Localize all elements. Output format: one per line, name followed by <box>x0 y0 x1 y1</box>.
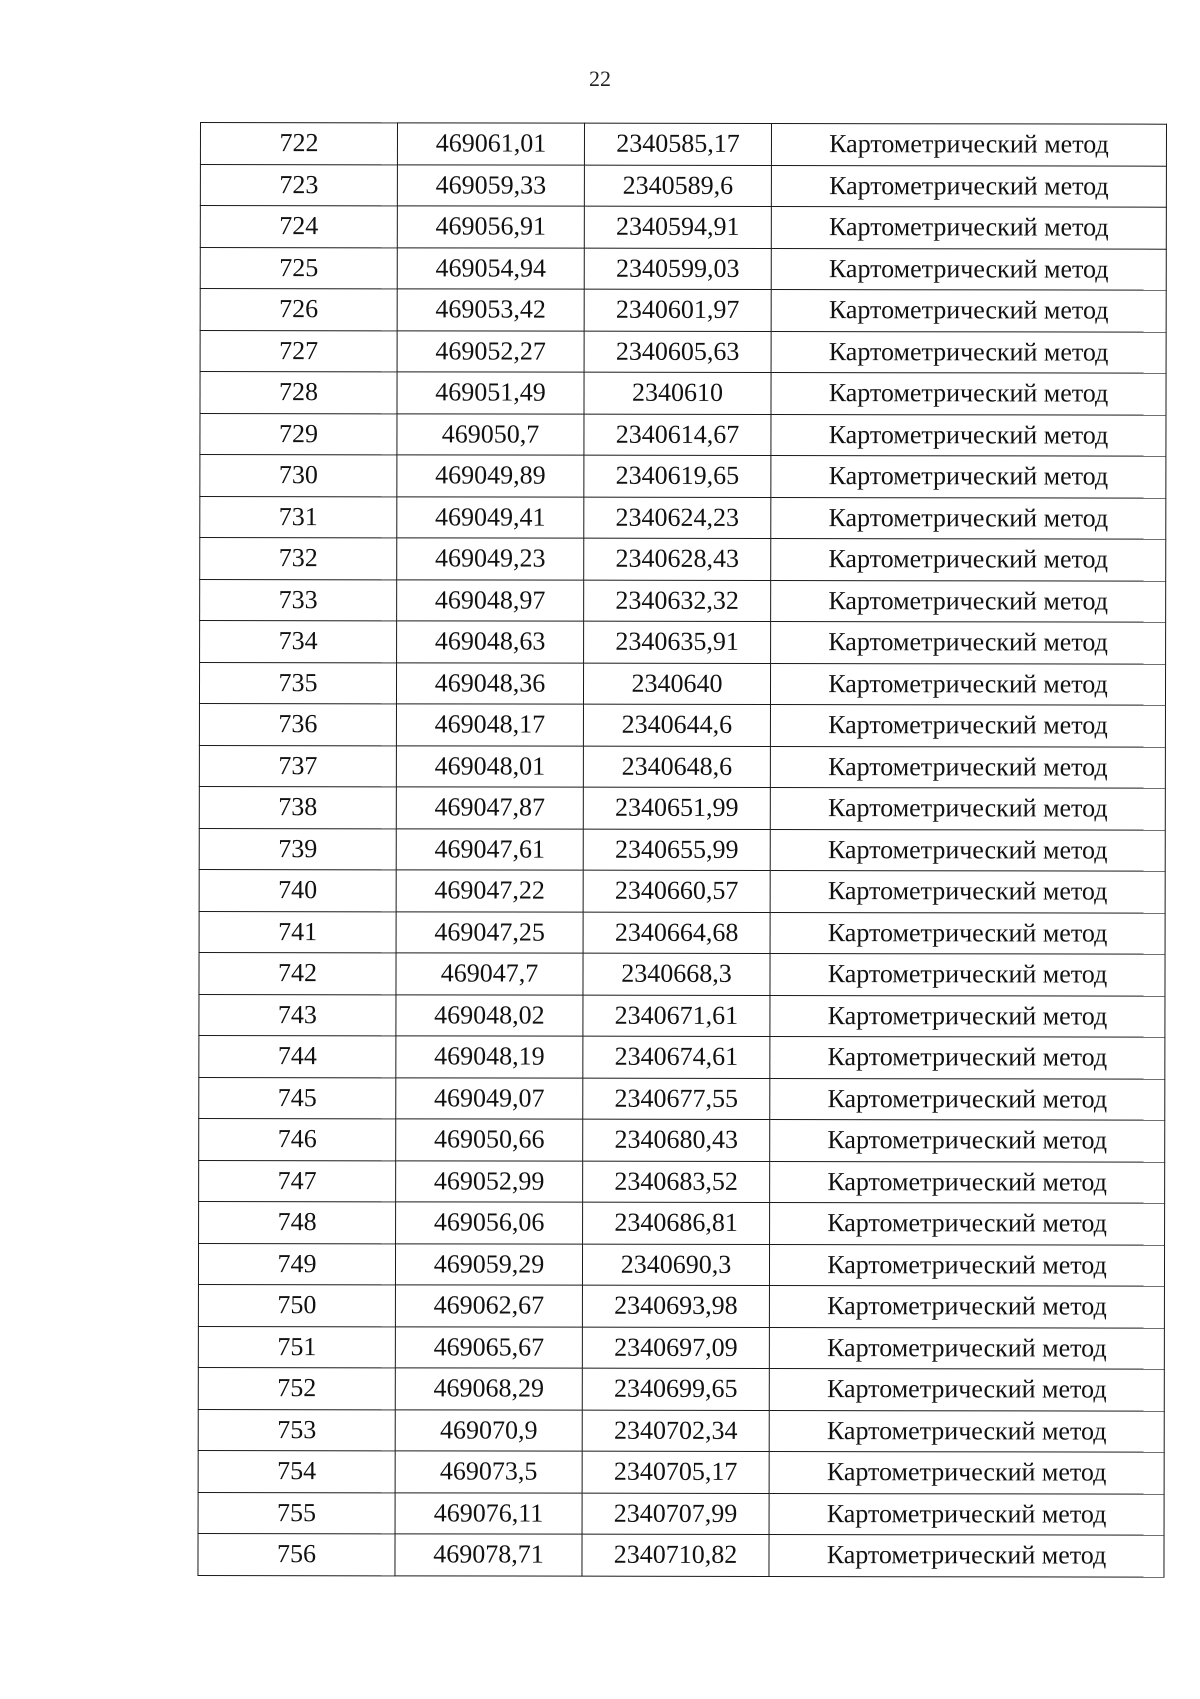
method-cell: Картометрический метод <box>771 165 1166 207</box>
method-cell: Картометрический метод <box>770 704 1165 746</box>
x-coordinate-cell: 469073,5 <box>395 1451 582 1493</box>
method-cell: Картометрический метод <box>770 912 1165 954</box>
point-number-cell: 733 <box>200 579 397 621</box>
y-coordinate-cell: 2340601,97 <box>584 289 771 331</box>
table-row <box>199 1077 1165 1120</box>
table-row <box>199 869 1165 912</box>
page-number: 22 <box>589 66 611 91</box>
x-coordinate-cell: 469048,01 <box>396 745 583 787</box>
table-row <box>199 1118 1165 1161</box>
method-cell: Картометрический метод <box>770 663 1165 705</box>
method-cell: Картометрический метод <box>769 1368 1164 1410</box>
table-row <box>199 911 1165 954</box>
x-coordinate-cell: 469050,7 <box>397 413 584 455</box>
point-number-cell: 729 <box>200 413 397 455</box>
y-coordinate-cell: 2340710,82 <box>582 1534 769 1576</box>
x-coordinate-cell: 469047,87 <box>396 787 583 829</box>
table-row <box>199 994 1165 1037</box>
x-coordinate-cell: 469047,22 <box>396 870 583 912</box>
method-cell: Картометрический метод <box>769 1534 1164 1576</box>
table-row <box>198 1367 1164 1410</box>
x-coordinate-cell: 469059,29 <box>395 1243 582 1285</box>
x-coordinate-cell: 469048,17 <box>396 704 583 746</box>
table-row <box>198 1284 1164 1327</box>
point-number-cell: 752 <box>198 1367 395 1409</box>
y-coordinate-cell: 2340677,55 <box>583 1078 770 1120</box>
y-coordinate-cell: 2340648,6 <box>583 746 770 788</box>
table-row <box>200 455 1166 498</box>
x-coordinate-cell: 469049,89 <box>397 455 584 497</box>
table-row <box>199 1160 1165 1203</box>
method-cell: Картометрический метод <box>771 621 1166 663</box>
table-row <box>200 579 1166 622</box>
y-coordinate-cell: 2340651,99 <box>583 787 770 829</box>
method-cell: Картометрический метод <box>770 953 1165 995</box>
y-coordinate-cell: 2340610 <box>584 372 771 414</box>
point-number-cell: 724 <box>200 206 397 248</box>
y-coordinate-cell: 2340635,91 <box>584 621 771 663</box>
table-row <box>198 1326 1164 1369</box>
point-number-cell: 739 <box>199 828 396 870</box>
method-cell: Картометрический метод <box>769 1285 1164 1327</box>
point-number-cell: 749 <box>198 1243 395 1285</box>
table-row <box>199 704 1165 747</box>
point-number-cell: 750 <box>198 1284 395 1326</box>
method-cell: Картометрический метод <box>770 746 1165 788</box>
x-coordinate-cell: 469056,06 <box>396 1202 583 1244</box>
method-cell: Картометрический метод <box>770 995 1165 1037</box>
method-cell: Картометрический метод <box>771 289 1166 331</box>
point-number-cell: 748 <box>199 1201 396 1243</box>
point-number-cell: 738 <box>199 786 396 828</box>
table-row <box>200 538 1166 581</box>
point-number-cell: 730 <box>200 455 397 497</box>
point-number-cell: 726 <box>200 289 397 331</box>
point-number-cell: 741 <box>199 911 396 953</box>
y-coordinate-cell: 2340705,17 <box>582 1451 769 1493</box>
point-number-cell: 745 <box>199 1077 396 1119</box>
method-cell: Картометрический метод <box>771 580 1166 622</box>
point-number-cell: 743 <box>199 994 396 1036</box>
x-coordinate-cell: 469076,11 <box>395 1492 582 1534</box>
y-coordinate-cell: 2340690,3 <box>582 1244 769 1286</box>
table-row <box>200 247 1166 290</box>
x-coordinate-cell: 469049,41 <box>397 496 584 538</box>
method-cell: Картометрический метод <box>771 206 1166 248</box>
point-number-cell: 747 <box>199 1160 396 1202</box>
point-number-cell: 742 <box>199 952 396 994</box>
y-coordinate-cell: 2340674,61 <box>583 1036 770 1078</box>
coordinates-table-body <box>198 123 1167 1577</box>
x-coordinate-cell: 469050,66 <box>396 1119 583 1161</box>
table-row <box>198 1450 1164 1493</box>
method-cell: Картометрический метод <box>770 1161 1165 1203</box>
method-cell: Картометрический метод <box>769 1451 1164 1493</box>
x-coordinate-cell: 469068,29 <box>395 1368 582 1410</box>
method-cell: Картометрический метод <box>771 331 1166 373</box>
point-number-cell: 727 <box>200 330 397 372</box>
method-cell: Картометрический метод <box>769 1244 1164 1286</box>
y-coordinate-cell: 2340624,23 <box>584 497 771 539</box>
point-number-cell: 751 <box>198 1326 395 1368</box>
method-cell: Картометрический метод <box>771 248 1166 290</box>
x-coordinate-cell: 469048,19 <box>396 1036 583 1078</box>
point-number-cell: 732 <box>200 538 397 580</box>
x-coordinate-cell: 469049,23 <box>397 538 584 580</box>
table-row <box>200 164 1166 207</box>
point-number-cell: 731 <box>200 496 397 538</box>
method-cell: Картометрический метод <box>770 829 1165 871</box>
y-coordinate-cell: 2340707,99 <box>582 1493 769 1535</box>
y-coordinate-cell: 2340697,09 <box>582 1327 769 1369</box>
method-cell: Картометрический метод <box>770 870 1165 912</box>
x-coordinate-cell: 469070,9 <box>395 1409 582 1451</box>
method-cell: Картометрический метод <box>769 1327 1164 1369</box>
y-coordinate-cell: 2340686,81 <box>583 1202 770 1244</box>
table-row <box>200 413 1166 456</box>
method-cell: Картометрический метод <box>771 372 1166 414</box>
y-coordinate-cell: 2340585,17 <box>584 123 771 165</box>
point-number-cell: 722 <box>200 123 397 165</box>
y-coordinate-cell: 2340664,68 <box>583 912 770 954</box>
table-row <box>198 1243 1164 1286</box>
point-number-cell: 737 <box>199 745 396 787</box>
y-coordinate-cell: 2340693,98 <box>582 1285 769 1327</box>
x-coordinate-cell: 469061,01 <box>397 123 584 165</box>
y-coordinate-cell: 2340683,52 <box>583 1161 770 1203</box>
y-coordinate-cell: 2340619,65 <box>584 455 771 497</box>
point-number-cell: 735 <box>199 662 396 704</box>
y-coordinate-cell: 2340671,61 <box>583 995 770 1037</box>
table-row <box>199 786 1165 829</box>
method-cell: Картометрический метод <box>771 497 1166 539</box>
y-coordinate-cell: 2340594,91 <box>584 206 771 248</box>
y-coordinate-cell: 2340599,03 <box>584 248 771 290</box>
table-row <box>200 496 1166 539</box>
x-coordinate-cell: 469048,02 <box>396 994 583 1036</box>
table-row <box>200 372 1166 415</box>
point-number-cell: 736 <box>199 704 396 746</box>
point-number-cell: 734 <box>200 621 397 663</box>
y-coordinate-cell: 2340605,63 <box>584 331 771 373</box>
table-row <box>199 662 1165 705</box>
x-coordinate-cell: 469052,27 <box>397 330 584 372</box>
table-row <box>199 745 1165 788</box>
y-coordinate-cell: 2340614,67 <box>584 414 771 456</box>
point-number-cell: 723 <box>200 164 397 206</box>
table-row <box>199 1035 1165 1078</box>
x-coordinate-cell: 469053,42 <box>397 289 584 331</box>
point-number-cell: 753 <box>198 1409 395 1451</box>
method-cell: Картометрический метод <box>770 1078 1165 1120</box>
method-cell: Картометрический метод <box>770 787 1165 829</box>
table-row <box>198 1533 1164 1576</box>
point-number-cell: 744 <box>199 1035 396 1077</box>
table-row <box>198 1409 1164 1452</box>
y-coordinate-cell: 2340644,6 <box>583 704 770 746</box>
x-coordinate-cell: 469051,49 <box>397 372 584 414</box>
point-number-cell: 740 <box>199 869 396 911</box>
x-coordinate-cell: 469047,7 <box>396 953 583 995</box>
method-cell: Картометрический метод <box>770 1119 1165 1161</box>
x-coordinate-cell: 469049,07 <box>396 1077 583 1119</box>
table-row <box>200 621 1166 664</box>
method-cell: Картометрический метод <box>771 455 1166 497</box>
y-coordinate-cell: 2340680,43 <box>583 1119 770 1161</box>
y-coordinate-cell: 2340702,34 <box>582 1410 769 1452</box>
x-coordinate-cell: 469048,97 <box>397 579 584 621</box>
y-coordinate-cell: 2340655,99 <box>583 829 770 871</box>
y-coordinate-cell: 2340660,57 <box>583 870 770 912</box>
point-number-cell: 725 <box>200 247 397 289</box>
x-coordinate-cell: 469048,63 <box>397 621 584 663</box>
table-row <box>200 206 1166 249</box>
x-coordinate-cell: 469059,33 <box>397 164 584 206</box>
x-coordinate-cell: 469047,61 <box>396 828 583 870</box>
y-coordinate-cell: 2340628,43 <box>584 538 771 580</box>
x-coordinate-cell: 469062,67 <box>395 1285 582 1327</box>
y-coordinate-cell: 2340699,65 <box>582 1368 769 1410</box>
point-number-cell: 746 <box>199 1118 396 1160</box>
point-number-cell: 755 <box>198 1492 395 1534</box>
y-coordinate-cell: 2340589,6 <box>584 165 771 207</box>
table-row <box>200 330 1166 373</box>
method-cell: Картометрический метод <box>771 538 1166 580</box>
table-row <box>199 1201 1165 1244</box>
method-cell: Картометрический метод <box>770 1036 1165 1078</box>
table-row <box>200 289 1166 332</box>
table-row <box>200 123 1166 166</box>
x-coordinate-cell: 469054,94 <box>397 247 584 289</box>
x-coordinate-cell: 469056,91 <box>397 206 584 248</box>
point-number-cell: 754 <box>198 1450 395 1492</box>
x-coordinate-cell: 469078,71 <box>395 1534 582 1576</box>
method-cell: Картометрический метод <box>771 123 1166 165</box>
y-coordinate-cell: 2340632,32 <box>584 580 771 622</box>
x-coordinate-cell: 469052,99 <box>396 1160 583 1202</box>
method-cell: Картометрический метод <box>769 1493 1164 1535</box>
x-coordinate-cell: 469047,25 <box>396 911 583 953</box>
method-cell: Картометрический метод <box>769 1410 1164 1452</box>
method-cell: Картометрический метод <box>770 1202 1165 1244</box>
y-coordinate-cell: 2340640 <box>583 663 770 705</box>
x-coordinate-cell: 469048,36 <box>396 662 583 704</box>
table-row <box>199 828 1165 871</box>
y-coordinate-cell: 2340668,3 <box>583 953 770 995</box>
coordinates-table <box>197 122 1167 1577</box>
point-number-cell: 756 <box>198 1533 395 1575</box>
table-row <box>199 952 1165 995</box>
method-cell: Картометрический метод <box>771 414 1166 456</box>
point-number-cell: 728 <box>200 372 397 414</box>
x-coordinate-cell: 469065,67 <box>395 1326 582 1368</box>
table-row <box>198 1492 1164 1535</box>
